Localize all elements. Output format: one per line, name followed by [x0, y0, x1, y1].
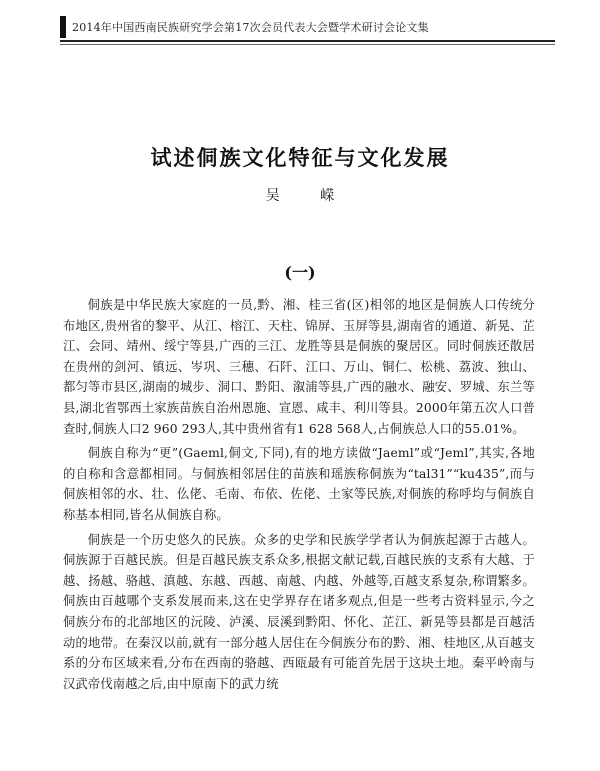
- article-body: [63, 295, 535, 694]
- paragraph: 侗族是一个历史悠久的民族。众多的史学和民族学学者认为侗族起源于古越人。侗族源于百越民族。但是百越民族支系众多,根据文献记载,百越民族的支系有大越、于越、扬越、骆越、滇越、东越、西越、南越、内越、外越等,百越支系复杂,称谓繁多。侗族由百越哪个支系发展而来,这在史学界存在诸多观点,但是一些考古资料显示,今之侗族分布的北部地区的沅陵、泸溪、辰溪到黔阳、怀化、芷江、新晃等县都是百越活动的地带。在秦汉以前,就有一部分越人居住在今侗族分布的黔、湘、桂地区,从百越支系的分布区域来看,分布在西南的骆越、西瓯最有可能首先居于这块土地。秦平岭南与汉武帝伐南越之后,由中原南下的武力统: [63, 532, 535, 691]
- header-rule-thin: [60, 44, 555, 45]
- header-marker: [60, 16, 66, 38]
- header-text: 2014年中国西南民族研究学会第17次会员代表大会暨学术研讨会论文集: [72, 21, 429, 34]
- running-header: [60, 16, 555, 38]
- header-rule: [60, 40, 555, 42]
- section-heading: (一): [284, 263, 316, 282]
- article-author: 吴 嵘: [265, 188, 353, 204]
- paragraph: 侗族是中华民族大家庭的一员,黔、湘、桂三省(区)相邻的地区是侗族人口传统分布地区,贵州省的黎平、从江、榕江、天柱、锦屏、玉屏等县,湖南省的通道、新晃、芷江、会同、靖州、绥宁等县,广西的三江、龙胜等县是侗族的聚居区。同时侗族还散居在贵州的剑河、镇远、岑巩、三穗、石阡、江口、万山、铜仁、松桃、荔波、独山、都匀等市县区,湖南的城步、洞口、黔阳、溆浦等县,广西的融水、融安、罗城、东兰等县,湖北省鄂西土家族苗族自治州恩施、宣恩、咸丰、利川等县。2000年第五次人口普查时,侗族人口2 960 293人,其中贵州省有1 628 568人,占侗族总人口的55.01%。: [63, 298, 535, 436]
- article-title: 试述侗族文化特征与文化发展: [150, 145, 450, 170]
- paragraph: 侗族自称为“更”(Gaeml,侗文,下同),有的地方读做“Jaeml”或“Jeml”,其实,各地的自称和含意都相同。与侗族相邻居住的苗族和瑶族称侗族为“tal31”“ku435”,而与侗族相邻的水、壮、仫佬、毛南、布依、佐佬、土家等民族,对侗族的称呼均与侗族自称基本相同,皆名从侗族自称。: [63, 446, 535, 522]
